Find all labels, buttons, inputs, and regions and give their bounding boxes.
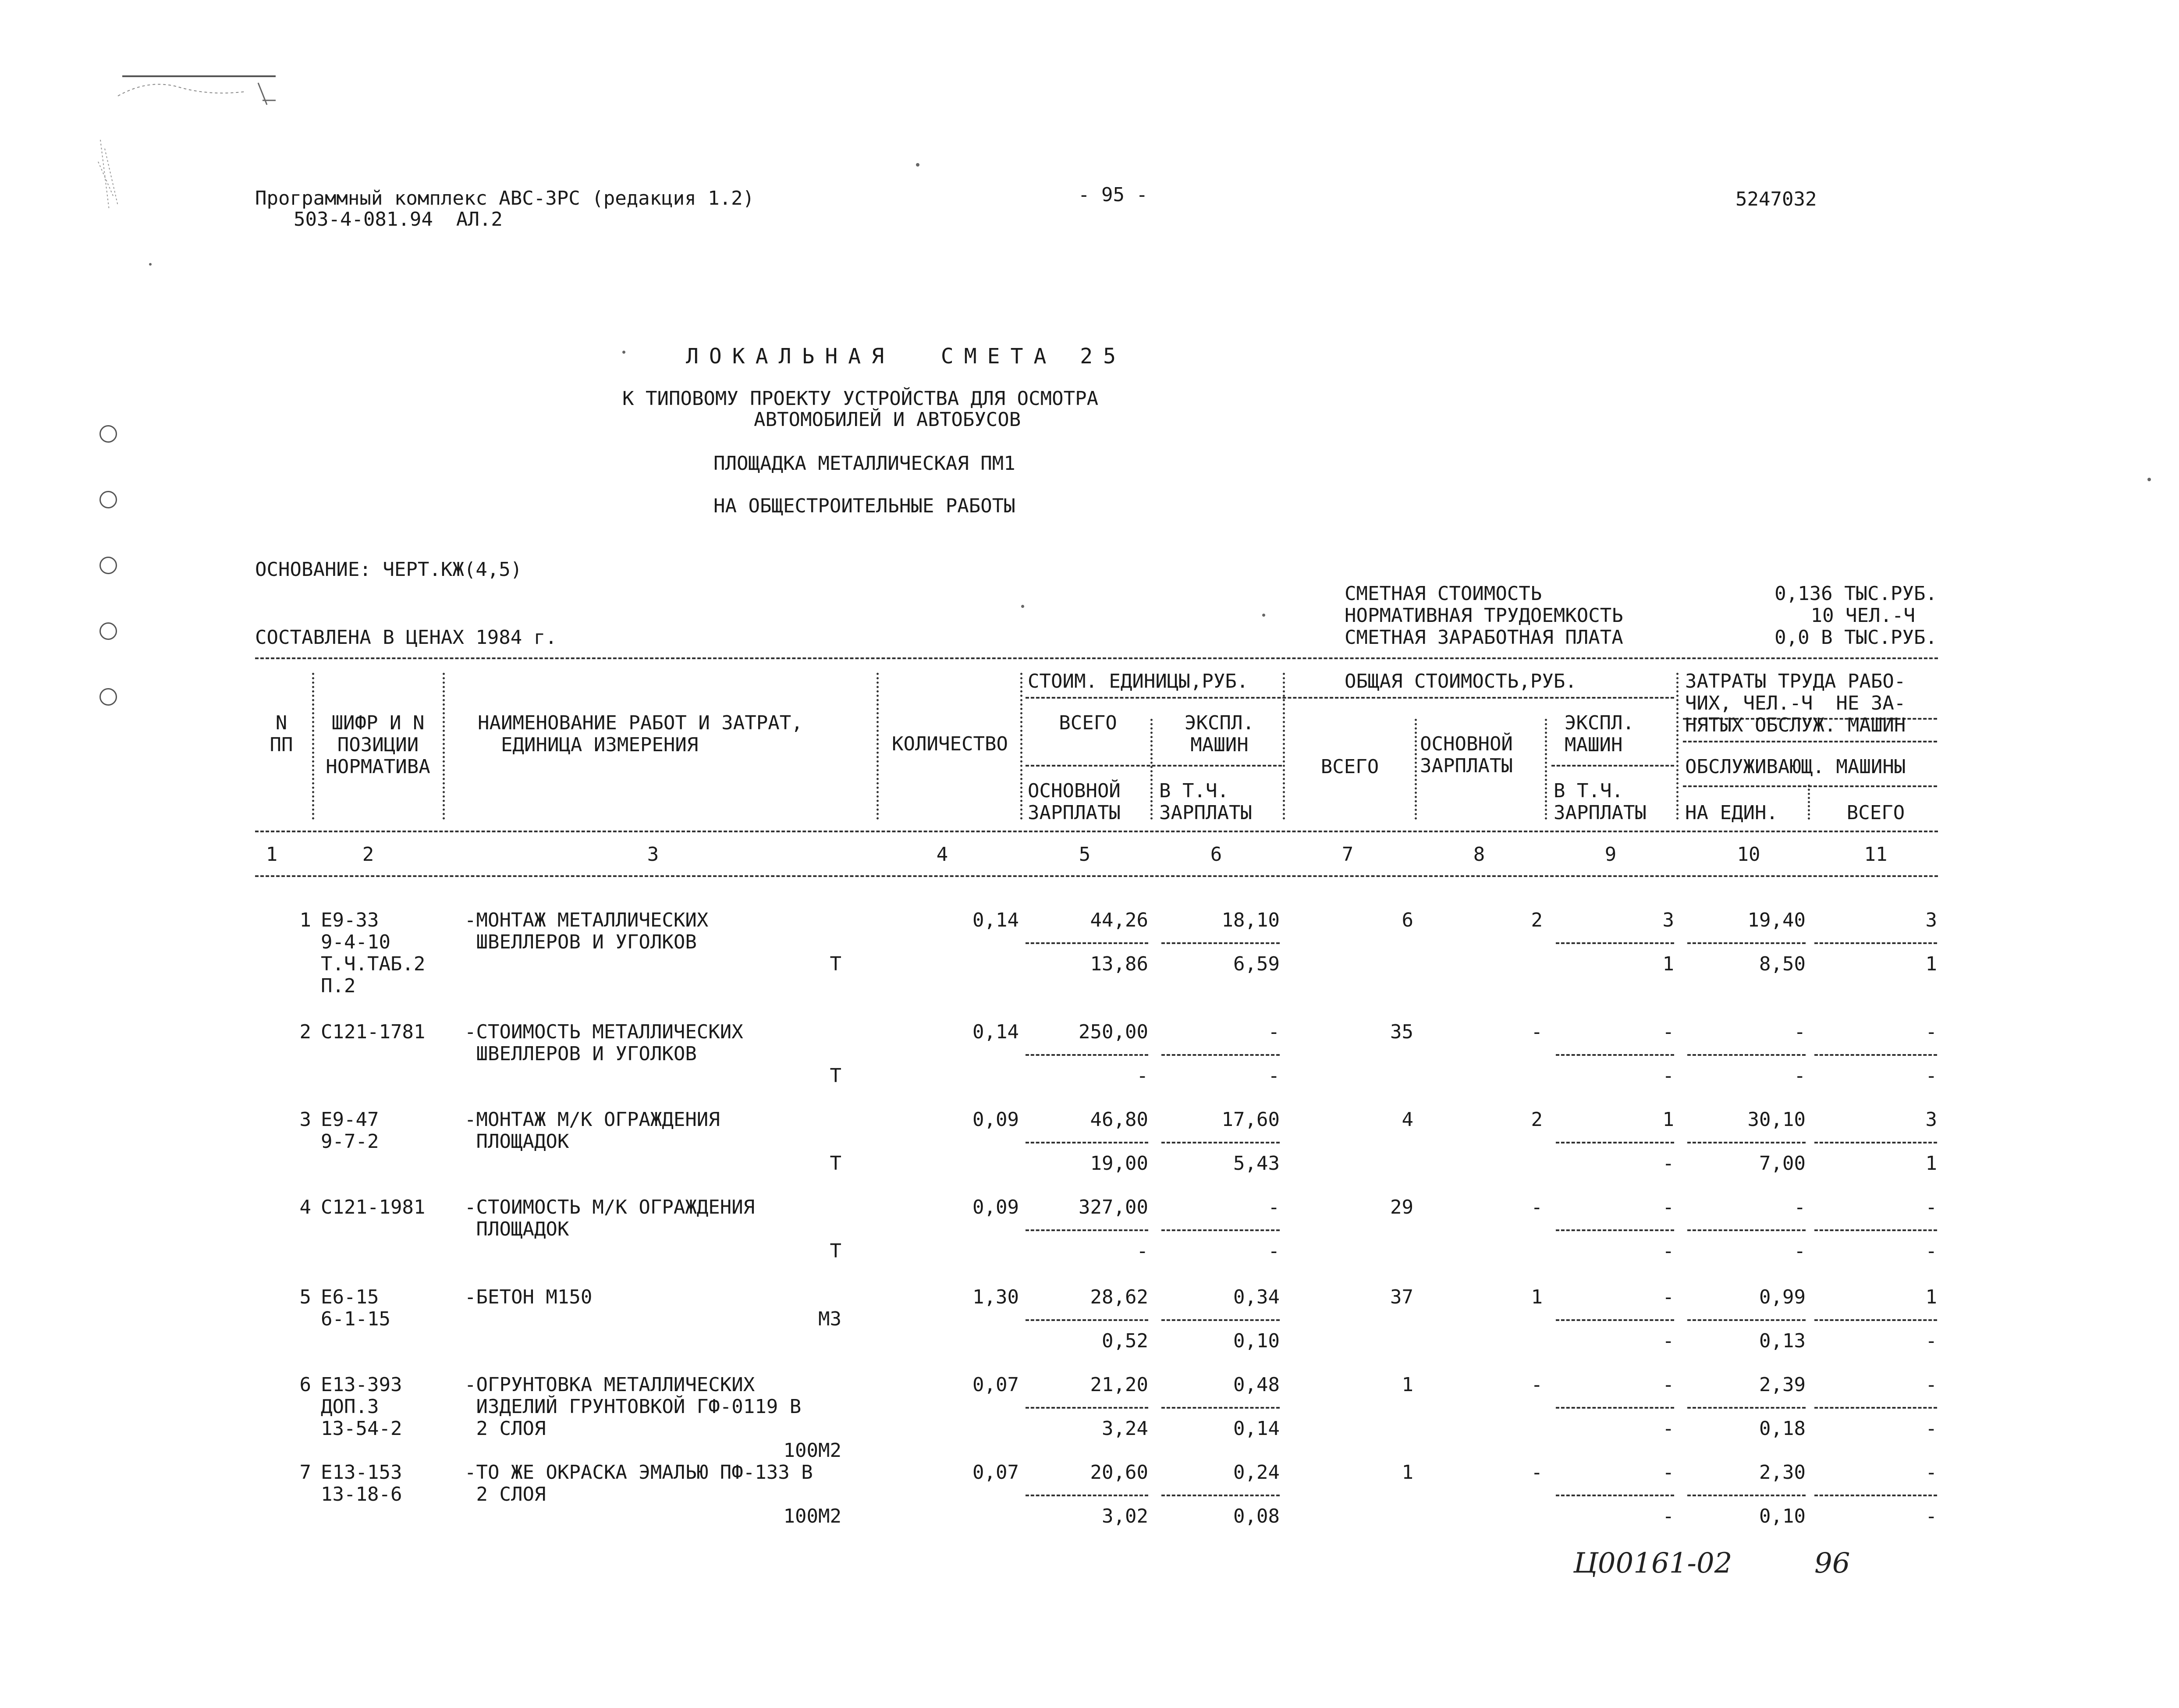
title-line-2: АВТОМОБИЛЕЙ И АВТОБУСОВ xyxy=(754,408,1021,431)
row-quantity: 0,14 xyxy=(972,1021,1019,1043)
header-subrule xyxy=(1026,697,1674,699)
cell-divider-rule xyxy=(1556,1054,1674,1056)
cell-divider-rule xyxy=(1814,942,1937,944)
header-unit-cost: СТОИМ. ЕДИНИЦЫ,РУБ. xyxy=(1028,670,1249,692)
scan-speck xyxy=(916,163,919,167)
row-quantity: 1,30 xyxy=(972,1286,1019,1308)
row-unit-base-wage: 19,00 xyxy=(1090,1152,1148,1175)
col-sep xyxy=(312,673,314,820)
row-unit-base-wage: - xyxy=(1136,1240,1148,1262)
cell-divider-rule xyxy=(1026,1319,1148,1321)
row-labor-total-service: 1 xyxy=(1925,1152,1937,1175)
cell-divider-rule xyxy=(1687,942,1806,944)
column-number-2: 2 xyxy=(362,843,374,866)
row-unit: Т xyxy=(830,1152,841,1175)
row-code: Е9-47 9-7-2 xyxy=(321,1108,379,1153)
row-total-machines: - xyxy=(1662,1286,1674,1308)
header-subrule xyxy=(1683,785,1937,787)
column-number-6: 6 xyxy=(1210,843,1222,866)
row-unit-total: 250,00 xyxy=(1079,1021,1148,1043)
scan-speck xyxy=(2147,478,2151,481)
row-number: 6 xyxy=(299,1374,311,1396)
row-total-all: 37 xyxy=(1390,1286,1413,1308)
row-labor-total: - xyxy=(1925,1021,1937,1043)
row-unit-machines: 0,24 xyxy=(1233,1461,1280,1484)
prices-line: СОСТАВЛЕНА В ЦЕНАХ 1984 г. xyxy=(255,626,557,649)
row-number: 5 xyxy=(299,1286,311,1308)
header-unit-machines: ЭКСПЛ. МАШИН xyxy=(1185,712,1254,756)
table-numbers-bottom-rule xyxy=(255,875,1938,877)
header-total-all: ВСЕГО xyxy=(1320,756,1379,778)
handwritten-code: Ц00161-02 xyxy=(1573,1547,1732,1580)
col-sep xyxy=(1415,719,1417,820)
table-top-rule xyxy=(255,657,1938,659)
col-sep xyxy=(1150,719,1153,820)
row-quantity: 0,09 xyxy=(972,1108,1019,1131)
cell-divider-rule xyxy=(1687,1407,1806,1409)
row-unit-machines: - xyxy=(1268,1021,1280,1043)
row-labor-total-service: - xyxy=(1925,1417,1937,1440)
cell-divider-rule xyxy=(1687,1229,1806,1231)
row-labor-per-unit: 2,30 xyxy=(1759,1461,1806,1484)
row-unit-incl-wage: 5,43 xyxy=(1233,1152,1280,1175)
row-unit-base-wage: - xyxy=(1136,1065,1148,1087)
cell-divider-rule xyxy=(1814,1495,1937,1496)
row-unit-base-wage: 3,02 xyxy=(1102,1505,1148,1527)
row-number: 1 xyxy=(299,909,311,931)
row-unit-base-wage: 0,52 xyxy=(1102,1330,1148,1352)
row-total-base-wage: 2 xyxy=(1531,1108,1543,1131)
row-labor-total-service: - xyxy=(1925,1505,1937,1527)
header-per-unit: НА ЕДИН. xyxy=(1685,802,1778,824)
scan-speck xyxy=(1021,605,1024,608)
row-unit-machines: 0,48 xyxy=(1233,1374,1280,1396)
scribble-graphic xyxy=(114,70,280,122)
binder-hole-3 xyxy=(99,557,117,574)
row-total-base-wage: - xyxy=(1531,1461,1543,1484)
row-total-machines: - xyxy=(1662,1021,1674,1043)
cell-divider-rule xyxy=(1687,1142,1806,1143)
cell-divider-rule xyxy=(1161,1319,1280,1321)
row-labor-per-unit-service: 0,18 xyxy=(1759,1417,1806,1440)
column-number-5: 5 xyxy=(1079,843,1091,866)
margin-scribble xyxy=(88,127,118,206)
cell-divider-rule xyxy=(1556,1142,1674,1143)
row-quantity: 0,09 xyxy=(972,1196,1019,1218)
row-quantity: 0,14 xyxy=(972,909,1019,931)
row-code: Е9-33 9-4-10 Т.Ч.ТАБ.2 П.2 xyxy=(321,909,426,997)
row-code: Е13-153 13-18-6 xyxy=(321,1461,402,1506)
row-unit: Т xyxy=(830,953,841,975)
header-col-number: N ПП xyxy=(270,712,293,756)
row-labor-per-unit-service: 7,00 xyxy=(1759,1152,1806,1175)
cell-divider-rule xyxy=(1161,942,1280,944)
row-number: 7 xyxy=(299,1461,311,1484)
cell-divider-rule xyxy=(1687,1319,1806,1321)
col-sep xyxy=(1676,673,1679,820)
row-number: 3 xyxy=(299,1108,311,1131)
cell-divider-rule xyxy=(1026,1054,1148,1056)
cell-divider-rule xyxy=(1556,1495,1674,1496)
summary-label-wage: СМЕТНАЯ ЗАРАБОТНАЯ ПЛАТА xyxy=(1345,626,1623,649)
row-code: Е6-15 6-1-15 xyxy=(321,1286,390,1330)
table-header-bottom-rule xyxy=(255,831,1938,832)
row-name: -ТО ЖЕ ОКРАСКА ЭМАЛЬЮ ПФ-133 В 2 СЛОЯ xyxy=(465,1461,813,1506)
cell-divider-rule xyxy=(1026,1495,1148,1496)
row-unit-machines: 18,10 xyxy=(1221,909,1280,931)
header-total-base-wage: ОСНОВНОЙ ЗАРПЛАТЫ xyxy=(1420,733,1513,777)
cell-divider-rule xyxy=(1556,1319,1674,1321)
binder-hole-4 xyxy=(99,622,117,640)
row-total-incl-wage: 1 xyxy=(1662,953,1674,975)
row-labor-per-unit-service: 0,13 xyxy=(1759,1330,1806,1352)
cell-divider-rule xyxy=(1814,1407,1937,1409)
page-number: - 95 - xyxy=(1078,184,1148,206)
row-labor-per-unit: 2,39 xyxy=(1759,1374,1806,1396)
row-labor-total: - xyxy=(1925,1374,1937,1396)
col-sep xyxy=(1283,673,1285,820)
row-unit: 100М2 xyxy=(783,1505,841,1527)
row-labor-per-unit: - xyxy=(1794,1021,1806,1043)
row-total-incl-wage: - xyxy=(1662,1330,1674,1352)
row-quantity: 0,07 xyxy=(972,1374,1019,1396)
summary-value-wage: 0,0 В ТЫС.РУБ. xyxy=(1774,626,1937,649)
summary-label-labor: НОРМАТИВНАЯ ТРУДОЕМКОСТЬ xyxy=(1345,604,1623,627)
binder-hole-1 xyxy=(99,425,117,443)
row-labor-total: 1 xyxy=(1925,1286,1937,1308)
header-subrule xyxy=(1551,765,1674,767)
row-total-incl-wage: - xyxy=(1662,1240,1674,1262)
row-unit-incl-wage: - xyxy=(1268,1240,1280,1262)
col-sep xyxy=(1545,719,1547,820)
row-total-machines: - xyxy=(1662,1374,1674,1396)
header-total-incl-wage: В Т.Ч. ЗАРПЛАТЫ xyxy=(1554,780,1647,824)
binder-hole-5 xyxy=(99,688,117,706)
row-labor-total-service: - xyxy=(1925,1330,1937,1352)
header-total-machines: ЭКСПЛ. МАШИН xyxy=(1565,712,1634,756)
col-sep xyxy=(443,673,445,820)
basis-line: ОСНОВАНИЕ: ЧЕРТ.КЖ(4,5) xyxy=(255,558,522,581)
header-subrule xyxy=(1026,765,1282,767)
header-total-cost: ОБЩАЯ СТОИМОСТЬ,РУБ. xyxy=(1345,670,1577,692)
cell-divider-rule xyxy=(1814,1142,1937,1143)
header-unit-total: ВСЕГО xyxy=(1059,712,1117,734)
row-name: -БЕТОН М150 xyxy=(465,1286,593,1308)
row-unit-total: 21,20 xyxy=(1090,1374,1148,1396)
row-labor-per-unit: 30,10 xyxy=(1747,1108,1806,1131)
row-total-base-wage: - xyxy=(1531,1021,1543,1043)
header-col-code: ШИФР И N ПОЗИЦИИ НОРМАТИВА xyxy=(326,712,430,778)
scan-speck xyxy=(149,263,152,266)
row-labor-total: 3 xyxy=(1925,1108,1937,1131)
row-labor-total-service: - xyxy=(1925,1065,1937,1087)
row-unit: М3 xyxy=(818,1308,841,1330)
row-total-machines: 3 xyxy=(1662,909,1674,931)
row-number: 2 xyxy=(299,1021,311,1043)
row-name: -МОНТАЖ МЕТАЛЛИЧЕСКИХ ШВЕЛЛЕРОВ И УГОЛКОВ xyxy=(465,909,709,953)
cell-divider-rule xyxy=(1161,1229,1280,1231)
summary-value-labor: 10 ЧЕЛ.-Ч xyxy=(1810,604,1915,627)
row-total-all: 4 xyxy=(1402,1108,1413,1131)
title-line-1: К ТИПОВОМУ ПРОЕКТУ УСТРОЙСТВА ДЛЯ ОСМОТРА xyxy=(622,387,1099,410)
row-unit-machines: 0,34 xyxy=(1233,1286,1280,1308)
row-total-all: 29 xyxy=(1390,1196,1413,1218)
row-code: Е13-393 ДОП.3 13-54-2 xyxy=(321,1374,402,1440)
object-name: ПЛОЩАДКА МЕТАЛЛИЧЕСКАЯ ПМ1 xyxy=(713,452,1015,475)
works-type: НА ОБЩЕСТРОИТЕЛЬНЫЕ РАБОТЫ xyxy=(713,495,1015,517)
cell-divider-rule xyxy=(1556,1407,1674,1409)
row-total-machines: 1 xyxy=(1662,1108,1674,1131)
scan-speck xyxy=(1262,614,1265,617)
row-total-base-wage: - xyxy=(1531,1374,1543,1396)
column-number-4: 4 xyxy=(936,843,948,866)
header-total: ВСЕГО xyxy=(1846,802,1905,824)
row-total-base-wage: 1 xyxy=(1531,1286,1543,1308)
row-code: С121-1981 xyxy=(321,1196,426,1218)
handwritten-sheet: 96 xyxy=(1814,1547,1850,1580)
cell-divider-rule xyxy=(1687,1054,1806,1056)
row-labor-per-unit-service: - xyxy=(1794,1240,1806,1262)
header-unit-incl-wage: В Т.Ч. ЗАРПЛАТЫ xyxy=(1159,780,1252,824)
row-unit-total: 46,80 xyxy=(1090,1108,1148,1131)
row-labor-total: 3 xyxy=(1925,909,1937,931)
column-number-9: 9 xyxy=(1604,843,1617,866)
row-total-machines: - xyxy=(1662,1461,1674,1484)
cell-divider-rule xyxy=(1814,1229,1937,1231)
cell-divider-rule xyxy=(1161,1407,1280,1409)
column-number-8: 8 xyxy=(1473,843,1485,866)
col-sep xyxy=(1020,673,1022,820)
row-labor-per-unit-service: - xyxy=(1794,1065,1806,1087)
row-total-incl-wage: - xyxy=(1662,1417,1674,1440)
cell-divider-rule xyxy=(1161,1142,1280,1143)
row-labor-total: - xyxy=(1925,1461,1937,1484)
cell-divider-rule xyxy=(1556,942,1674,944)
row-name: -ОГРУНТОВКА МЕТАЛЛИЧЕСКИХ ИЗДЕЛИЙ ГРУНТОВКОЙ ГФ-0119 В 2 СЛОЯ xyxy=(465,1374,802,1440)
row-labor-per-unit: 0,99 xyxy=(1759,1286,1806,1308)
col-sep xyxy=(877,673,879,820)
header-col-name: НАИМЕНОВАНИЕ РАБОТ И ЗАТРАТ, ЕДИНИЦА ИЗМЕРЕНИЯ xyxy=(478,712,803,756)
cell-divider-rule xyxy=(1814,1319,1937,1321)
row-quantity: 0,07 xyxy=(972,1461,1019,1484)
row-labor-per-unit-service: 8,50 xyxy=(1759,953,1806,975)
header-col-quantity: КОЛИЧЕСТВО xyxy=(892,733,1008,755)
row-total-machines: - xyxy=(1662,1196,1674,1218)
row-total-base-wage: - xyxy=(1531,1196,1543,1218)
summary-value-cost: 0,136 ТЫС.РУБ. xyxy=(1774,582,1937,605)
row-number: 4 xyxy=(299,1196,311,1218)
row-total-incl-wage: - xyxy=(1662,1505,1674,1527)
row-total-base-wage: 2 xyxy=(1531,909,1543,931)
row-unit-incl-wage: - xyxy=(1268,1065,1280,1087)
summary-label-cost: СМЕТНАЯ СТОИМОСТЬ xyxy=(1345,582,1542,605)
row-name: -СТОИМОСТЬ МЕТАЛЛИЧЕСКИХ ШВЕЛЛЕРОВ И УГОЛКОВ xyxy=(465,1021,743,1065)
cell-divider-rule xyxy=(1814,1054,1937,1056)
program-name: Программный комплекс АВС-3РС (редакция 1.2) xyxy=(255,187,755,210)
row-unit-incl-wage: 0,08 xyxy=(1233,1505,1280,1527)
row-name: -СТОИМОСТЬ М/К ОГРАЖДЕНИЯ ПЛОЩАДОК xyxy=(465,1196,755,1240)
row-unit-base-wage: 13,86 xyxy=(1090,953,1148,975)
row-name: -МОНТАЖ М/К ОГРАЖДЕНИЯ ПЛОЩАДОК xyxy=(465,1108,720,1153)
row-unit-total: 327,00 xyxy=(1079,1196,1148,1218)
header-unit-base-wage: ОСНОВНОЙ ЗАРПЛАТЫ xyxy=(1028,780,1121,824)
row-unit: Т xyxy=(830,1065,841,1087)
cell-divider-rule xyxy=(1026,1142,1148,1143)
cell-divider-rule xyxy=(1026,1229,1148,1231)
row-labor-per-unit-service: 0,10 xyxy=(1759,1505,1806,1527)
row-labor-per-unit: 19,40 xyxy=(1747,909,1806,931)
column-number-7: 7 xyxy=(1341,843,1354,866)
cell-divider-rule xyxy=(1026,942,1148,944)
header-labor-service: ОБСЛУЖИВАЮЩ. МАШИНЫ xyxy=(1685,756,1906,778)
row-unit-incl-wage: 0,10 xyxy=(1233,1330,1280,1352)
cell-divider-rule xyxy=(1161,1495,1280,1496)
row-unit-total: 28,62 xyxy=(1090,1286,1148,1308)
scan-speck xyxy=(622,351,625,354)
row-total-incl-wage: - xyxy=(1662,1065,1674,1087)
column-number-11: 11 xyxy=(1864,843,1888,866)
row-unit-machines: - xyxy=(1268,1196,1280,1218)
row-unit-total: 20,60 xyxy=(1090,1461,1148,1484)
row-total-incl-wage: - xyxy=(1662,1152,1674,1175)
header-subrule xyxy=(1683,741,1937,742)
row-total-all: 1 xyxy=(1402,1461,1413,1484)
row-labor-total-service: 1 xyxy=(1925,953,1937,975)
row-total-all: 35 xyxy=(1390,1021,1413,1043)
row-unit: Т xyxy=(830,1240,841,1262)
row-unit-total: 44,26 xyxy=(1090,909,1148,931)
row-unit-base-wage: 3,24 xyxy=(1102,1417,1148,1440)
row-labor-total-service: - xyxy=(1925,1240,1937,1262)
cell-divider-rule xyxy=(1161,1054,1280,1056)
margin-scribble-graphic xyxy=(96,135,127,214)
header-labor: ЗАТРАТЫ ТРУДА РАБО- ЧИХ, ЧЕЛ.-Ч НЕ ЗА- НЯТЫХ ОБСЛУЖ. МАШИН xyxy=(1685,670,1906,736)
row-unit-incl-wage: 6,59 xyxy=(1233,953,1280,975)
row-unit: 100М2 xyxy=(783,1439,841,1462)
corner-stamp-scribble xyxy=(105,61,272,114)
col-sep xyxy=(1808,785,1810,820)
column-number-1: 1 xyxy=(266,843,278,866)
row-unit-machines: 17,60 xyxy=(1221,1108,1280,1131)
row-labor-total: - xyxy=(1925,1196,1937,1218)
row-total-all: 6 xyxy=(1402,909,1413,931)
binder-hole-2 xyxy=(99,491,117,508)
row-total-all: 1 xyxy=(1402,1374,1413,1396)
row-labor-per-unit: - xyxy=(1794,1196,1806,1218)
column-number-3: 3 xyxy=(647,843,659,866)
project-code: 503-4-081.94 АЛ.2 xyxy=(294,208,503,231)
document-number: 5247032 xyxy=(1735,188,1817,210)
cell-divider-rule xyxy=(1026,1407,1148,1409)
cell-divider-rule xyxy=(1556,1229,1674,1231)
row-code: С121-1781 xyxy=(321,1021,426,1043)
document-title: ЛОКАЛЬНАЯ СМЕТА 25 xyxy=(686,344,1127,369)
cell-divider-rule xyxy=(1687,1495,1806,1496)
column-number-10: 10 xyxy=(1737,843,1760,866)
row-unit-incl-wage: 0,14 xyxy=(1233,1417,1280,1440)
